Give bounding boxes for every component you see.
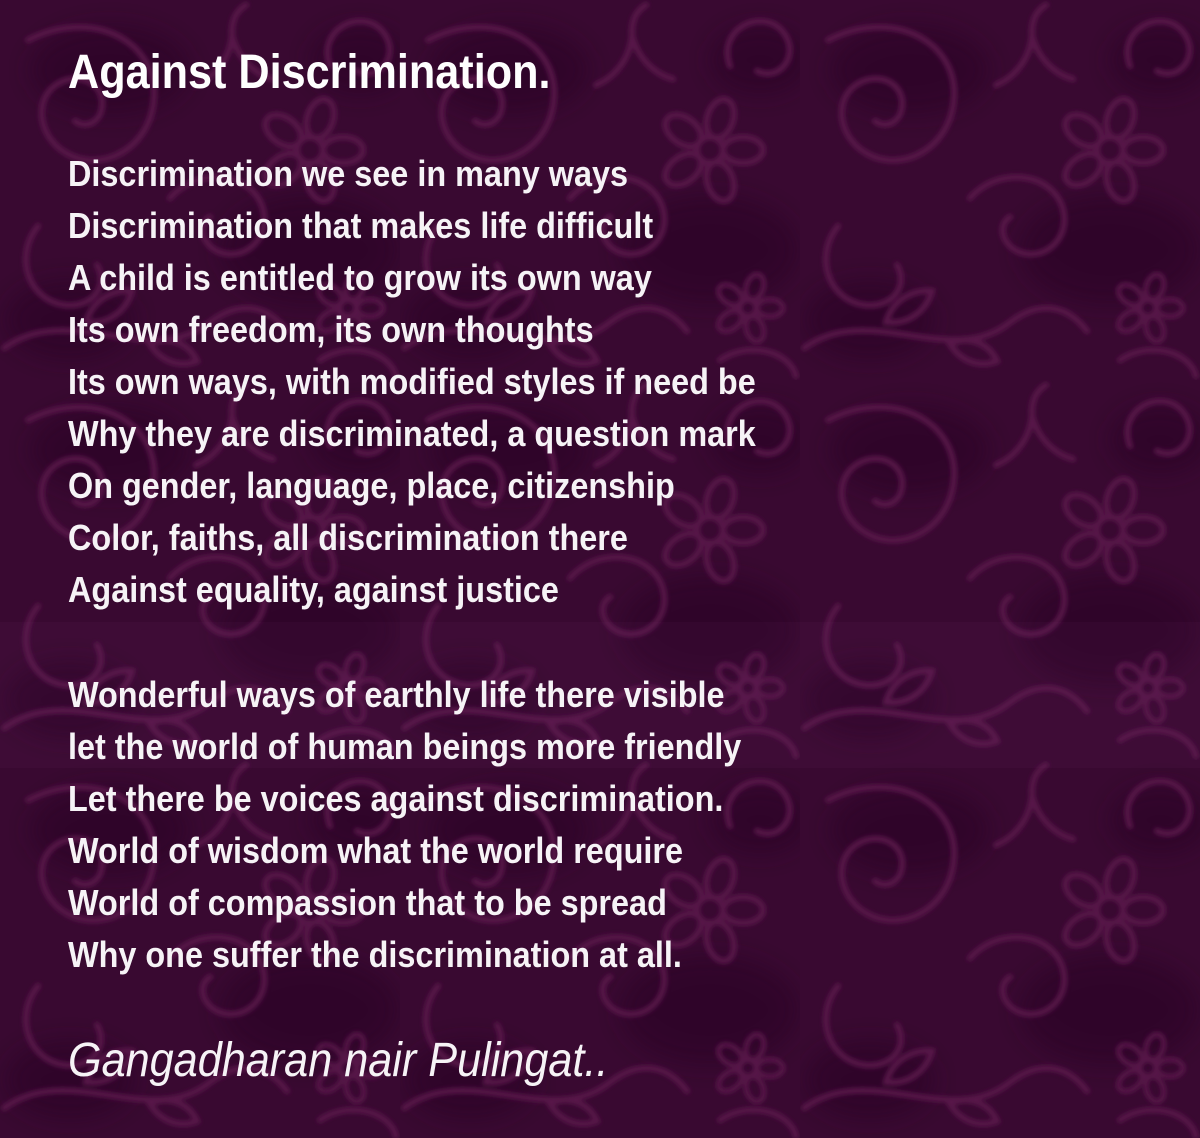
poem-line: Why they are discriminated, a question mark — [68, 413, 756, 454]
poem-line: Discrimination that makes life difficult — [68, 205, 654, 246]
poem-line: let the world of human beings more friendly — [68, 726, 742, 767]
poem-line: A child is entitled to grow its own way — [68, 257, 652, 298]
poem-line: Why one suffer the discrimination at all. — [68, 934, 682, 975]
stanza-2 — [68, 669, 1087, 981]
poem-line: Let there be voices against discrimination. — [68, 778, 724, 819]
author-signature: Gangadharan nair Pulingat.. — [68, 1034, 609, 1087]
poem-line: Discrimination we see in many ways — [68, 153, 629, 194]
stanza-1 — [68, 148, 1087, 616]
poem-line: World of compassion that to be spread — [68, 882, 667, 923]
poem-line: World of wisdom what the world require — [68, 830, 684, 871]
poem-line: On gender, language, place, citizenship — [68, 465, 675, 506]
poem-title: Against Discrimination. — [68, 46, 551, 99]
poem-line: Its own ways, with modified styles if need be — [68, 361, 756, 402]
poem-line: Against equality, against justice — [68, 569, 559, 610]
poem-line: Wonderful ways of earthly life there visible — [68, 674, 725, 715]
poem-line: Color, faiths, all discrimination there — [68, 517, 628, 558]
poem-line: Its own freedom, its own thoughts — [68, 309, 594, 350]
